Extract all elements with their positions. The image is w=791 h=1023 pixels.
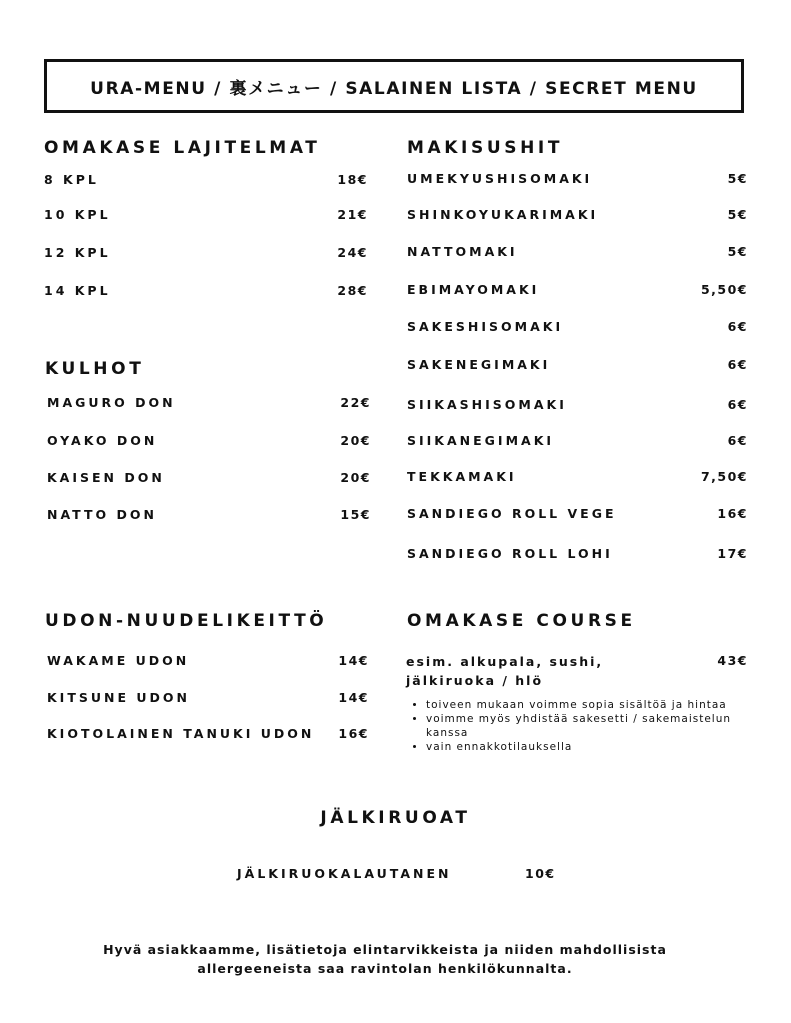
- omakase-item-name: 12 KPL: [44, 245, 111, 260]
- maki-item-price: 6€: [727, 397, 748, 412]
- maki-item-price: 5,50€: [700, 282, 748, 297]
- maki-item-name: SAKESHISOMAKI: [407, 319, 564, 334]
- maki-item-price: 7,50€: [700, 469, 748, 484]
- kulhot-item-price: 22€: [340, 395, 371, 410]
- omakase-item-price: 21€: [337, 207, 368, 222]
- course-note: • vain ennakkotilauksella: [426, 740, 771, 754]
- maki-item-price: 6€: [727, 433, 748, 448]
- udon-item-name: KIOTOLAINEN TANUKI UDON: [47, 726, 315, 741]
- dessert-item-name: JÄLKIRUOKALAUTANEN: [237, 866, 452, 881]
- omakase-item-name: 8 KPL: [44, 172, 99, 187]
- kulhot-item-name: NATTO DON: [47, 507, 157, 522]
- dessert-item-price: 10€: [525, 866, 556, 881]
- omakase-item-price: 28€: [337, 283, 368, 298]
- maki-item-name: NATTOMAKI: [407, 244, 518, 259]
- omakase-item-price: 18€: [337, 172, 368, 187]
- udon-item-price: 16€: [338, 726, 369, 741]
- maki-item-price: 5€: [727, 171, 748, 186]
- menu-title-box: [44, 59, 744, 113]
- maki-item-name: EBIMAYOMAKI: [407, 282, 540, 297]
- maki-item-name: SIIKANEGIMAKI: [407, 433, 555, 448]
- kulhot-item-price: 15€: [340, 507, 371, 522]
- course-description: esim. alkupala, sushi, jälkiruoka / hlö: [406, 654, 604, 688]
- kulhot-heading: KULHOT: [45, 359, 145, 379]
- maki-item-name: SANDIEGO ROLL LOHI: [407, 546, 613, 561]
- udon-item-name: KITSUNE UDON: [47, 690, 190, 705]
- course-notes: [408, 698, 771, 754]
- kulhot-item-price: 20€: [340, 470, 371, 485]
- maki-item-name: SAKENEGIMAKI: [407, 357, 551, 372]
- menu-title: URA-MENU / 裏メニュー / SALAINEN LISTA / SECRET MENU: [90, 78, 698, 99]
- udon-item-price: 14€: [338, 690, 369, 705]
- maki-item-price: 6€: [727, 319, 748, 334]
- maki-item-price: 5€: [727, 207, 748, 222]
- course-note: • voimme myös yhdistää sakesetti / sakemaistelun kanssa: [426, 712, 771, 740]
- allergen-notice: Hyvä asiakkaamme, lisätietoja elintarvikkeista ja niiden mahdollisista allergeeneista saa ravintolan henkilökunnalta.: [103, 942, 667, 976]
- omakase-item-name: 14 KPL: [44, 283, 111, 298]
- udon-item-name: WAKAME UDON: [47, 653, 190, 668]
- maki-item-price: 16€: [717, 506, 748, 521]
- desserts-heading: JÄLKIRUOAT: [320, 808, 471, 828]
- maki-item-price: 5€: [727, 244, 748, 259]
- maki-item-name: UMEKYUSHISOMAKI: [407, 171, 593, 186]
- kulhot-item-name: MAGURO DON: [47, 395, 176, 410]
- kulhot-item-name: KAISEN DON: [47, 470, 165, 485]
- course-heading: OMAKASE COURSE: [407, 611, 636, 631]
- course-note: • toiveen mukaan voimme sopia sisältöä ja hintaa: [426, 698, 771, 712]
- maki-item-name: SHINKOYUKARIMAKI: [407, 207, 599, 222]
- udon-item-price: 14€: [338, 653, 369, 668]
- kulhot-item-name: OYAKO DON: [47, 433, 158, 448]
- maki-heading: MAKISUSHIT: [407, 138, 564, 158]
- maki-item-name: TEKKAMAKI: [407, 469, 517, 484]
- maki-item-price: 17€: [717, 546, 748, 561]
- kulhot-item-price: 20€: [340, 433, 371, 448]
- omakase-item-name: 10 KPL: [44, 207, 111, 222]
- maki-item-price: 6€: [727, 357, 748, 372]
- maki-item-name: SIIKASHISOMAKI: [407, 397, 567, 412]
- omakase-item-price: 24€: [337, 245, 368, 260]
- maki-item-name: SANDIEGO ROLL VEGE: [407, 506, 617, 521]
- omakase-heading: OMAKASE LAJITELMAT: [44, 138, 321, 158]
- course-price: 43€: [717, 653, 748, 668]
- udon-heading: UDON-NUUDELIKEITTÖ: [45, 611, 328, 631]
